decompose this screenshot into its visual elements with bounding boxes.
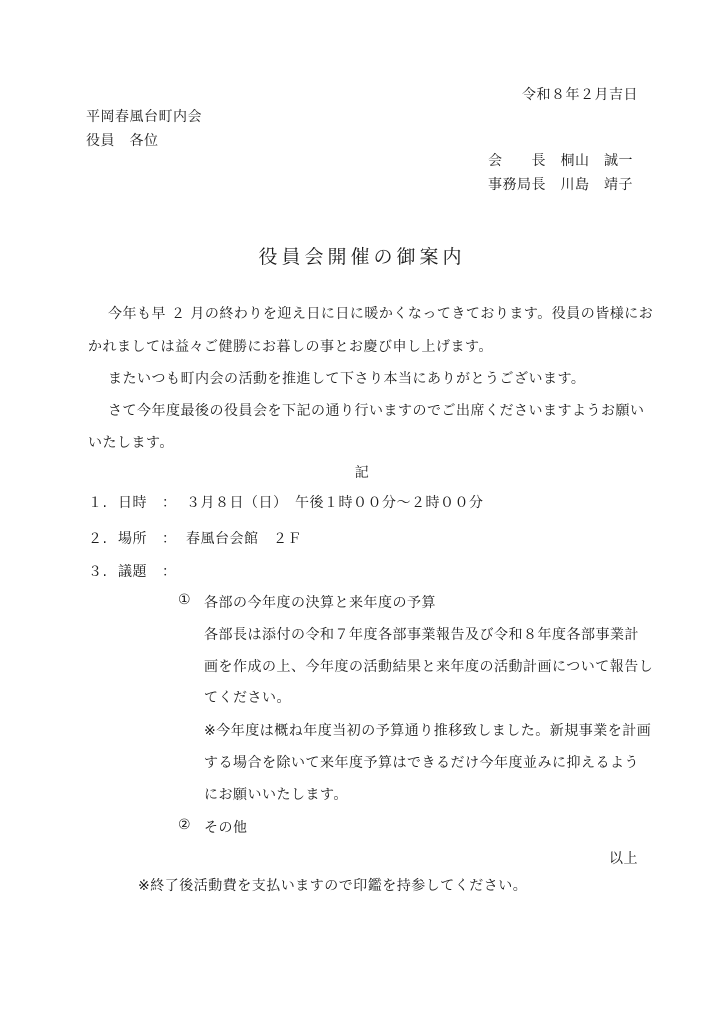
item-label-place: 場所 xyxy=(118,531,147,547)
body-paragraph-line: いたします。 xyxy=(88,435,174,451)
agenda-1-line: 各部長は添付の令和７年度各部事業報告及び令和８年度各部事業計 xyxy=(204,627,639,643)
agenda-2-title: その他 xyxy=(204,820,248,836)
agenda-1-line: ※今年度は概ね年度当初の予算通り推移致しました。新規事業を計画 xyxy=(204,723,652,739)
item-label-agenda: 議題 xyxy=(118,564,147,580)
item-value-datetime: ３月８日（日） 午後１時００分～２時００分 xyxy=(186,495,484,511)
agenda-1-line: にお願いいたします。 xyxy=(204,787,348,803)
item-number: １. xyxy=(88,495,108,511)
agenda-1-line: する場合を除いて来年度予算はできるだけ今年度並みに抑えるよう xyxy=(204,755,639,771)
footnote: ※終了後活動費を支払いますので印鑑を持参してください。 xyxy=(138,878,528,894)
item-number: ３. xyxy=(88,564,108,580)
ki-heading: 記 xyxy=(354,465,370,481)
agenda-1-title: 各部の今年度の決算と来年度の予算 xyxy=(204,595,436,611)
issue-date: 令和８年２月吉日 xyxy=(522,87,638,103)
body-paragraph-line: 今年も早 ２ 月の終わりを迎え日に日に暖かくなってきております。役員の皆様にお xyxy=(108,306,654,322)
agenda-2-marker: ② xyxy=(178,817,192,833)
item-colon: ： xyxy=(162,531,177,547)
agenda-1-line: 画を作成の上、今年度の活動結果と来年度の活動計画について報告し xyxy=(204,659,654,675)
sender-chairman: 会 長 桐山 誠一 xyxy=(488,153,633,169)
item-colon: ： xyxy=(162,495,177,511)
item-value-place: 春風台会館 ２Ｆ xyxy=(186,531,302,547)
item-number: ２. xyxy=(88,531,108,547)
body-paragraph-line: またいつも町内会の活動を推進して下さり本当にありがとうございます。 xyxy=(108,371,586,387)
body-paragraph-line: さて今年度最後の役員会を下記の通り行いますのでご出席くださいますようお願い xyxy=(108,403,645,419)
organization-name: 平岡春風台町内会 xyxy=(86,109,202,125)
closing-remark: 以上 xyxy=(609,851,638,867)
agenda-1-line: てください。 xyxy=(204,690,291,706)
agenda-1-marker: ① xyxy=(178,592,192,608)
sender-secretary: 事務局長 川島 靖子 xyxy=(488,177,633,193)
item-colon: ： xyxy=(162,564,177,580)
document-title: 役員会開催の御案内 xyxy=(258,246,466,268)
recipients: 役員 各位 xyxy=(86,133,159,149)
item-label-datetime: 日時 xyxy=(118,495,147,511)
body-paragraph-line: かれましては益々ご健勝にお暮しの事とお慶び申し上げます。 xyxy=(88,339,493,355)
